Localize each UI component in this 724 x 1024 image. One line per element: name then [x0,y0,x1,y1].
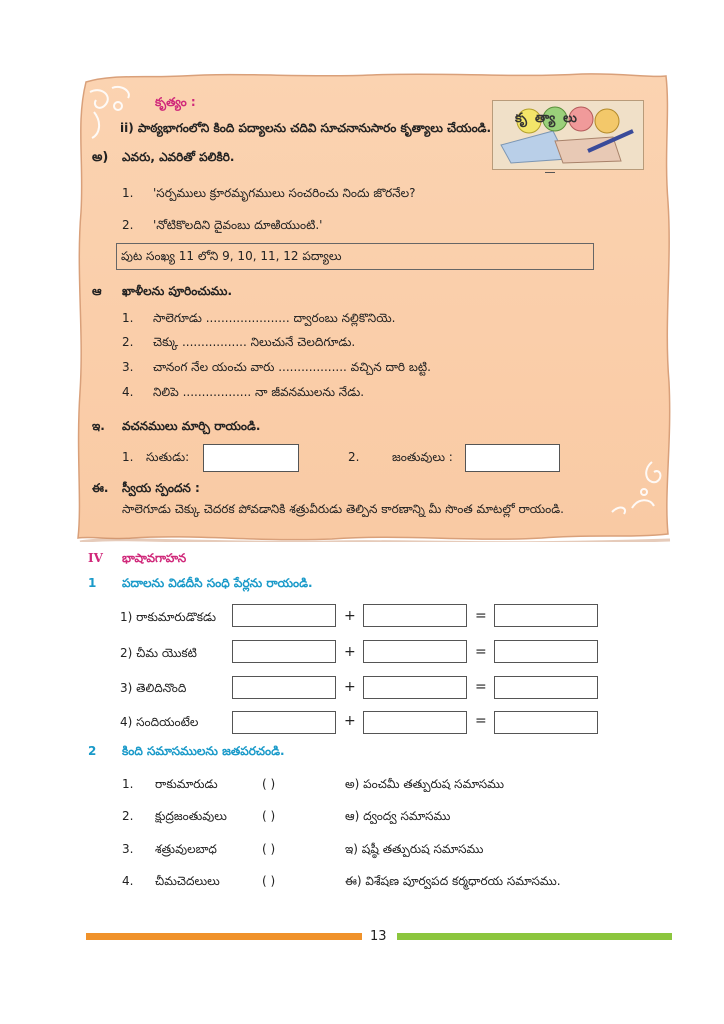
section-i-marker: ఇ. [92,419,105,433]
equals-sign: = [475,608,487,624]
match-blank[interactable]: ( ) [262,777,276,791]
match-left: శత్రువులబాధ [155,842,217,856]
section4-title: భాషావగాహన [122,551,187,565]
fill-blank-text: సాలెగూడు ...................... ద్వారంబు నల్లికొనియె. [153,311,396,325]
equals-sign: = [475,713,487,729]
plural-item-num: 2. [348,450,360,464]
sandhi-part2-input[interactable] [363,676,467,699]
badge-text: కృత్యాలు [515,111,585,126]
plus-sign: + [344,713,356,729]
page-reference-text: పుట సంఖ్య 11 లోని 9, 10, 11, 12 పద్యాలు [121,249,342,263]
fill-blank-num: 3. [122,360,134,374]
plus-sign: + [344,644,356,660]
plural-answer-box[interactable] [203,444,299,472]
equals-sign: = [475,644,487,660]
footer-right-bar [397,933,672,940]
match-num: 1. [122,777,134,791]
fill-blank-text: చెక్కు ................. నిలుచునే చెలదిగూడు. [153,335,356,349]
section-a-item-text: 'నోటికొలదిని దైవంబు దూఱియుంటి.' [153,218,323,232]
section-ii-marker: ఈ. [92,481,109,495]
section4-roman: IV [88,551,103,565]
sandhi-part1-input[interactable] [232,640,336,663]
section-ii-text: సాలెగూడు చెక్కు చెదరక పోవడానికి శత్రువీరుడు తెల్పిన కారణాన్ని మీ సొంత మాటల్లో రాయండి. [122,502,564,516]
match-num: 2. [122,809,134,823]
sandhi-part2-input[interactable] [363,604,467,627]
match-num: 3. [122,842,134,856]
match-right: ఈ) విశేషణ పూర్వపద కర్మధారయ సమాసము. [345,874,561,888]
fill-blank-text: చానంగ నేల యంచు వారు .................. వచ్చిన దారి బట్టి. [153,360,431,374]
match-right: ఆ) ద్వంద్వ సమాసము [345,809,451,823]
section-aa-marker: ఆ [92,284,102,298]
sandhi-part1-input[interactable] [232,676,336,699]
sandhi-part2-input[interactable] [363,640,467,663]
activity-badge [492,100,644,170]
section-a-item-text: 'సర్పములు క్రూరమృగములు సంచరించు నిందు జొరనేల? [153,186,416,200]
sandhi-name-input[interactable] [494,711,598,734]
plus-sign: + [344,608,356,624]
sandhi-name-input[interactable] [494,604,598,627]
sandhi-part2-input[interactable] [363,711,467,734]
section-aa-title: ఖాళీలను పూరించుము. [122,284,233,298]
card-heading: కృత్యం : [155,95,196,109]
section-a-title: ఎవరు, ఎవరితో పలికిరి. [122,150,235,164]
card-instruction: ii) పాఠ్యభాగంలోని కింది పద్యాలను చదివి సూచనానుసారం కృత్యాలు చేయండి. [120,121,492,135]
q2-number: 2 [88,744,97,758]
section-a-marker: అ) [92,150,109,165]
section-a-item-num: 2. [122,218,134,232]
section-ii-title: స్వీయ స్పందన : [122,481,200,495]
sandhi-word: 1) రాకుమారుడొకడు [120,610,217,624]
match-right: అ) పంచమీ తత్పురుష సమాసము [345,777,505,791]
sandhi-word: 2) చీమ యొకటి [120,646,197,660]
section-a-item-num: 1. [122,186,134,200]
plural-item-label: జంతువులు : [392,450,453,464]
sandhi-name-input[interactable] [494,676,598,699]
footer-left-bar [86,933,362,940]
equals-sign: = [475,679,487,695]
sandhi-part1-input[interactable] [232,711,336,734]
q1-title: పదాలను విడదీసి సంధి పేర్లను రాయండి. [122,576,313,590]
q2-title: కింది సమాసములను జతపరచండి. [122,744,285,758]
match-blank[interactable]: ( ) [262,842,276,856]
fill-blank-num: 4. [122,385,134,399]
plural-item-num: 1. [122,450,134,464]
match-left: క్షుద్రజంతువులు [155,809,227,823]
match-num: 4. [122,874,134,888]
fill-blank-num: 2. [122,335,134,349]
sandhi-part1-input[interactable] [232,604,336,627]
match-left: రాకుమారుడు [155,777,218,791]
q1-number: 1 [88,576,97,590]
fill-blank-num: 1. [122,311,134,325]
plural-answer-box[interactable] [465,444,560,472]
match-blank[interactable]: ( ) [262,874,276,888]
match-right: ఇ) షష్ఠీ తత్పురుష సమాసము [345,842,484,856]
sandhi-word: 4) సందియంటేల [120,715,199,729]
page-number: 13 [370,929,387,944]
fill-blank-text: నిలిపె .................. నా జీవనములను నేడు. [153,385,365,399]
badge-pointer [545,172,555,173]
section-i-title: వచనములు మార్చి రాయండి. [122,419,261,433]
match-left: చీమచెదలులు [155,874,220,888]
sandhi-name-input[interactable] [494,640,598,663]
sandhi-word: 3) తెలిదినొంది [120,681,187,695]
plural-item-label: సుతుడు: [146,450,190,464]
plus-sign: + [344,679,356,695]
match-blank[interactable]: ( ) [262,809,276,823]
